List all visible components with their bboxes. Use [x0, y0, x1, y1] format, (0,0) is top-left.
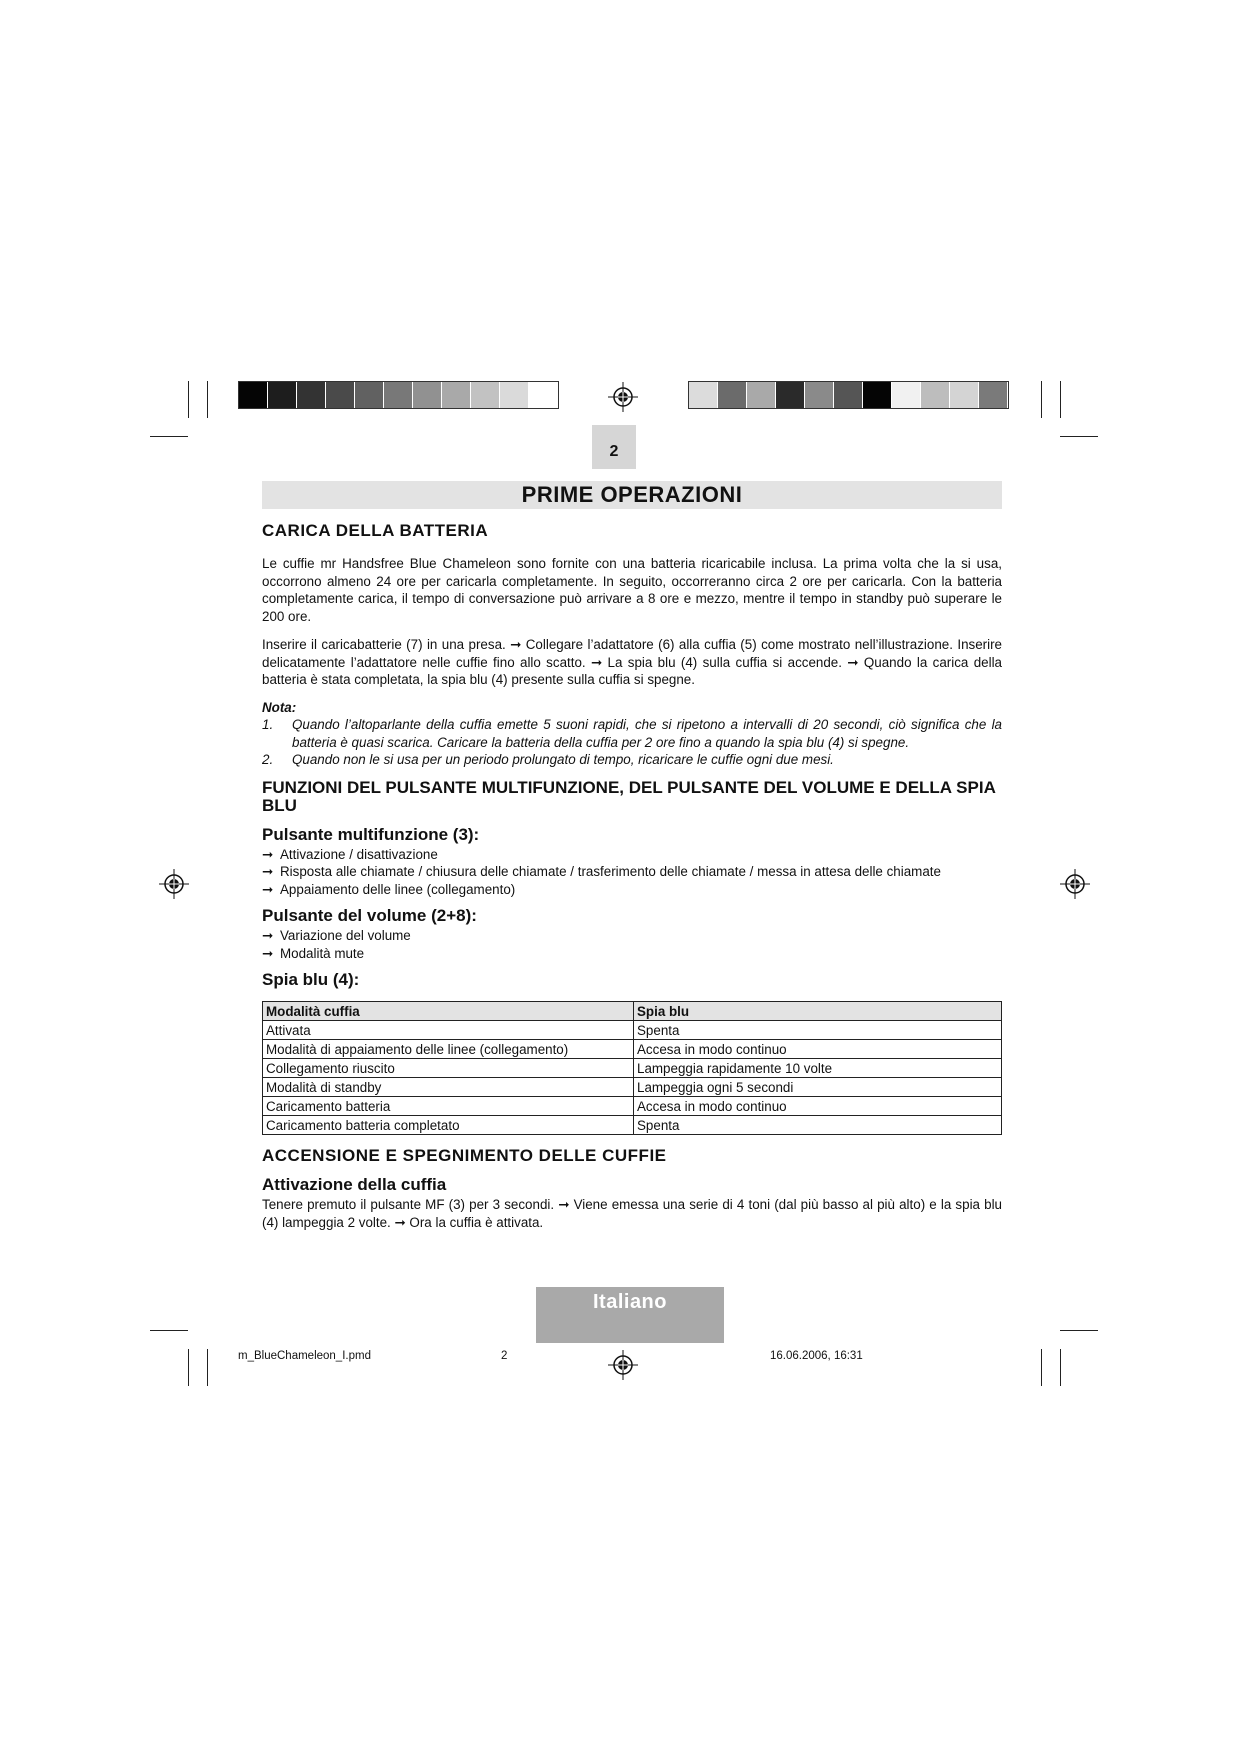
crop-mark	[207, 381, 208, 418]
page-title: PRIME OPERAZIONI	[262, 481, 1002, 509]
table-row	[263, 1021, 1002, 1040]
registration-mark-icon	[608, 1350, 638, 1380]
list-item: ➞ Modalità mute	[262, 945, 365, 961]
table-row	[263, 1040, 1002, 1059]
crop-mark	[188, 381, 189, 418]
list-item: ➞ Appaiamento delle linee (collegamento)	[262, 881, 516, 897]
arrow-icon: ➞	[262, 945, 274, 961]
table-header-row	[263, 1002, 1002, 1021]
table-cell: Caricamento batteria	[263, 1097, 634, 1116]
crop-mark	[1060, 1349, 1061, 1386]
table-row	[263, 1059, 1002, 1078]
blue-led-table	[262, 1001, 1002, 1135]
battery-paragraph-2: Inserire il caricabatterie (7) in una presa. ➞ Collegare l’adattatore (6) alla cuffia (5) come mostrato nell’illustrazione. Inserire delicatamente l’adattatore nelle cuffie fino allo scatto. ➞ La spia blu (4) sulla cuffia si accende. ➞ Quando la carica della batteria è stata completata, la spia blu (4) presente sulla cuffia si spegne.	[262, 637, 1002, 687]
table-cell: Lampeggia ogni 5 secondi	[634, 1078, 1002, 1097]
table-cell: Spenta	[634, 1116, 1002, 1135]
gray-swatch-bar-right	[688, 381, 1009, 409]
subheading-blue-led: Spia blu (4):	[262, 970, 360, 989]
crop-mark	[150, 436, 188, 437]
list-item: ➞ Attivazione / disattivazione	[262, 846, 438, 862]
arrow-icon: ➞	[262, 928, 274, 943]
note-item	[262, 751, 1002, 769]
table-row	[263, 1097, 1002, 1116]
footer-date: 16.06.2006, 16:31	[770, 1350, 863, 1362]
subheading-multifunction: Pulsante multifunzione (3):	[262, 824, 480, 844]
table-cell: Accesa in modo continuo	[634, 1097, 1002, 1116]
page-number-badge	[592, 425, 636, 469]
table-header-cell: Modalità cuffia	[263, 1002, 634, 1021]
arrow-icon: ➞	[262, 881, 274, 897]
crop-mark	[1060, 436, 1098, 437]
crop-mark	[1060, 381, 1061, 418]
list-item: ➞ Risposta alle chiamate / chiusura delle chiamate / trasferimento delle chiamate / messa in attesa delle chiamate	[262, 864, 941, 879]
table-cell: Accesa in modo continuo	[634, 1040, 1002, 1059]
note-text: Quando l’altoparlante della cuffia emette 5 suoni rapidi, che si ripetono a intervalli di 20 secondi, ciò significa che la batteria è quasi scarica. Caricare la batteria della cuffia per 2 ore fino a quando la spia blu (4) si spegne.	[292, 717, 1002, 750]
subheading-activation: Attivazione della cuffia	[262, 1175, 447, 1194]
registration-mark-icon	[608, 382, 638, 412]
table-cell: Attivata	[263, 1021, 634, 1040]
note-item	[262, 716, 1002, 751]
list-item: ➞ Variazione del volume	[262, 928, 411, 943]
arrow-icon: ➞	[262, 846, 274, 862]
crop-mark	[1041, 381, 1042, 418]
note-title: Nota:	[262, 699, 297, 715]
table-cell: Modalità di standby	[263, 1078, 634, 1097]
footer-page: 2	[501, 1350, 508, 1362]
table-row	[263, 1078, 1002, 1097]
table-cell: Lampeggia rapidamente 10 volte	[634, 1059, 1002, 1078]
subheading-volume: Pulsante del volume (2+8):	[262, 906, 477, 925]
page-number: 2	[609, 443, 619, 460]
section-heading-functions: FUNZIONI DEL PULSANTE MULTIFUNZIONE, DEL PULSANTE DEL VOLUME E DELLA SPIA BLU	[262, 777, 996, 815]
table-cell: Spenta	[634, 1021, 1002, 1040]
language-label: Italiano	[536, 1287, 724, 1343]
table-header-cell: Spia blu	[634, 1002, 1002, 1021]
note-text: Quando non le si usa per un periodo prolungato di tempo, ricaricare le cuffie ogni due mesi.	[292, 752, 834, 767]
table-cell: Caricamento batteria completato	[263, 1116, 634, 1135]
section-heading-battery: CARICA DELLA BATTERIA	[262, 521, 489, 540]
table-row	[263, 1116, 1002, 1135]
registration-mark-icon	[1060, 869, 1090, 899]
gray-swatch-bar-left	[238, 381, 559, 409]
crop-mark	[1041, 1349, 1042, 1386]
note-number: 1.	[262, 717, 274, 732]
battery-paragraph-1: Le cuffie mr Handsfree Blue Chameleon sono fornite con una batteria ricaricabile inclusa. La prima volta che la si usa, occorrono almeno 24 ore per caricarla completamente. In seguito, occorreranno circa 2 ore per caricarla. Con la batteria completamente carica, il tempo di conversazione può arrivare a 8 ore e mezzo, mentre il tempo in standby può superare le 200 ore.	[262, 556, 1002, 624]
main-content	[262, 520, 1002, 1231]
registration-mark-icon	[159, 869, 189, 899]
crop-mark	[150, 1330, 188, 1331]
table-cell: Collegamento riuscito	[263, 1059, 634, 1078]
crop-mark	[188, 1349, 189, 1386]
footer-filename: m_BlueChameleon_I.pmd	[238, 1350, 371, 1362]
activation-paragraph: Tenere premuto il pulsante MF (3) per 3 secondi. ➞ Viene emessa una serie di 4 toni (dal più basso al più alto) e la spia blu (4) lampeggia 2 volte. ➞ Ora la cuffia è attivata.	[262, 1197, 1002, 1230]
crop-mark	[207, 1349, 208, 1386]
table-cell: Modalità di appaiamento delle linee (collegamento)	[263, 1040, 634, 1059]
crop-mark	[1060, 1330, 1098, 1331]
section-heading-power: ACCENSIONE E SPEGNIMENTO DELLE CUFFIE	[262, 1146, 667, 1165]
note-number: 2.	[262, 752, 274, 767]
arrow-icon: ➞	[262, 864, 274, 879]
